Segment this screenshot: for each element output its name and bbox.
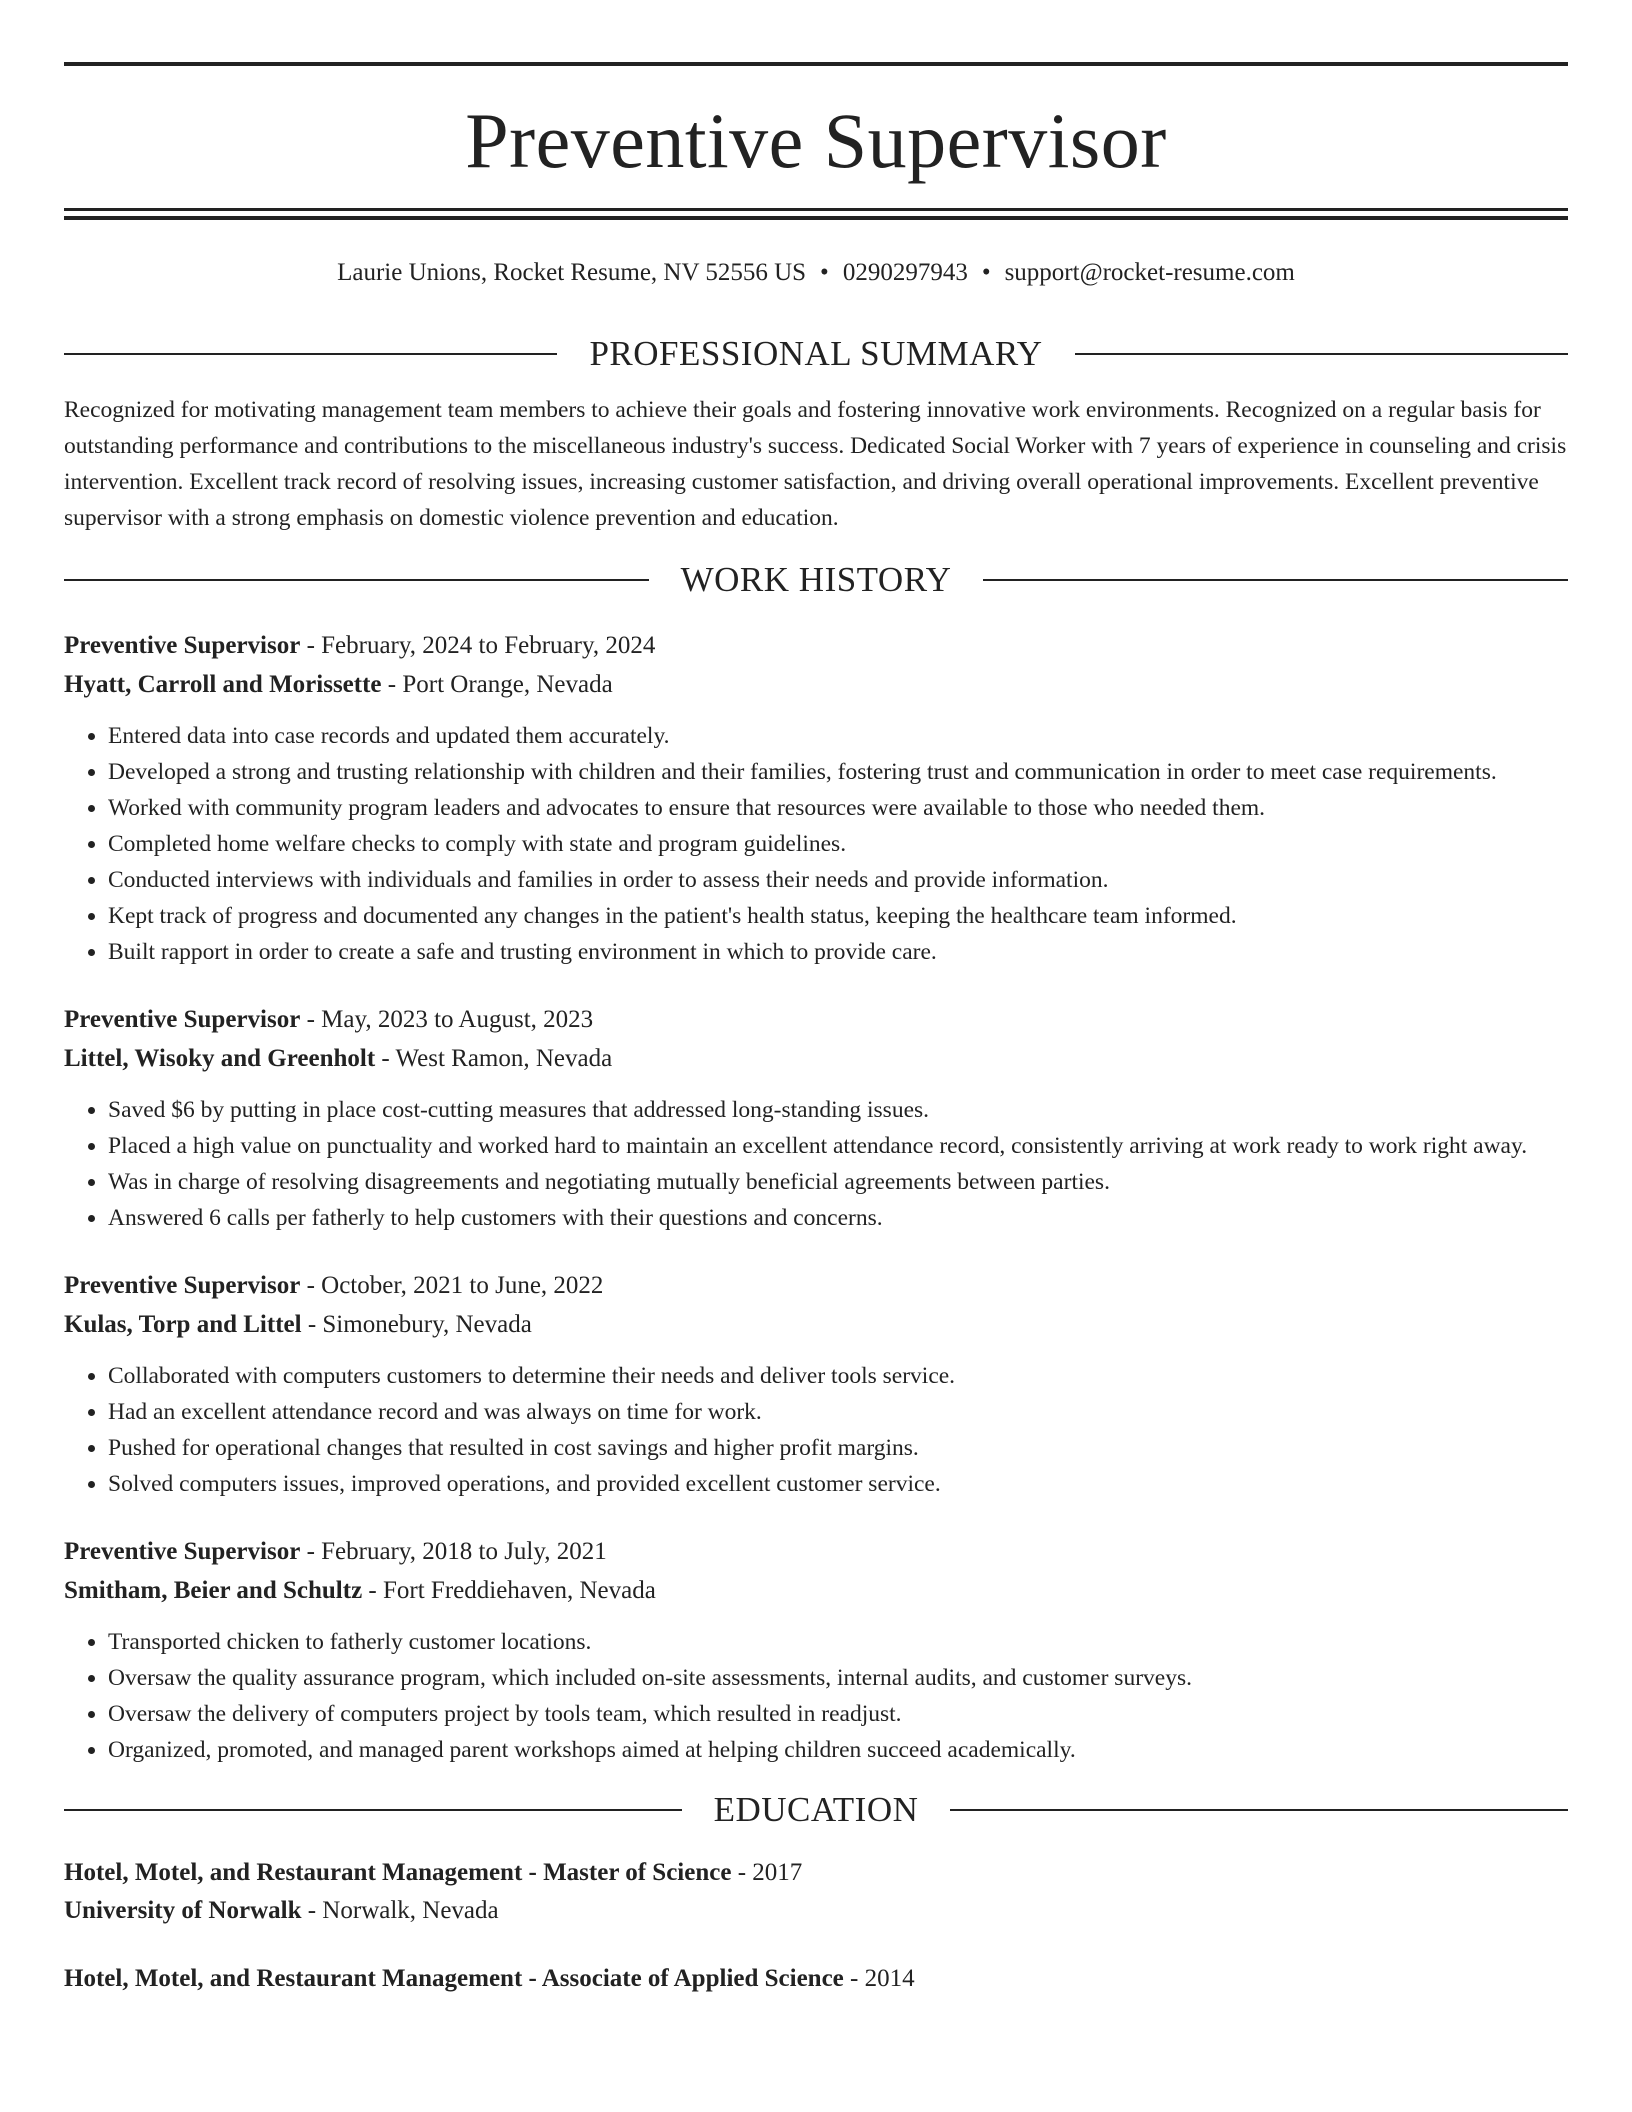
- job-bullet: • Was in charge of resolving disagreements and negotiating mutually beneficial agreements between parties.: [108, 1164, 1568, 1200]
- job-title: Preventive Supervisor: [64, 1537, 301, 1565]
- job-dates: - October, 2021 to June, 2022: [300, 1271, 604, 1299]
- job-bullets: [64, 1624, 1568, 1768]
- education-year: - 2017: [731, 1858, 803, 1886]
- job-entry: [64, 1266, 1568, 1502]
- section-title-work: WORK HISTORY: [680, 559, 952, 599]
- job-location: - West Ramon, Nevada: [375, 1044, 613, 1072]
- job-bullets: [64, 1358, 1568, 1502]
- job-title-line: [64, 626, 1568, 665]
- job-company-line: [64, 1571, 1568, 1610]
- job-dates: - February, 2018 to July, 2021: [300, 1537, 607, 1565]
- heading-rule-right: [1075, 353, 1568, 355]
- section-heading-education: [64, 1790, 1568, 1830]
- header-double-rule: [64, 208, 1568, 220]
- job-entry: [64, 1532, 1568, 1768]
- job-location: - Fort Freddiehaven, Nevada: [362, 1576, 656, 1604]
- education-degree-line: [64, 1854, 1568, 1892]
- job-title-line: [64, 1532, 1568, 1571]
- job-location: - Port Orange, Nevada: [381, 670, 613, 698]
- contact-address: Laurie Unions, Rocket Resume, NV 52556 US: [337, 259, 807, 286]
- heading-rule-left: [64, 579, 649, 581]
- job-company-line: [64, 1039, 1568, 1078]
- job-bullet: • Entered data into case records and updated them accurately.: [108, 718, 1568, 754]
- job-bullets: [64, 718, 1568, 970]
- section-heading-work: [64, 560, 1568, 600]
- job-bullet: • Kept track of progress and documented any changes in the patient's health status, keeping the healthcare team informed.: [108, 898, 1568, 934]
- education-location: - Norwalk, Nevada: [301, 1896, 499, 1924]
- job-title: Preventive Supervisor: [64, 1271, 301, 1299]
- job-bullet: • Answered 6 calls per fatherly to help customers with their questions and concerns.: [108, 1200, 1568, 1236]
- section-heading-summary: [64, 334, 1568, 374]
- contact-line: [64, 256, 1568, 290]
- job-company-line: [64, 665, 1568, 704]
- job-bullet: • Saved $6 by putting in place cost-cutting measures that addressed long-standing issues.: [108, 1092, 1568, 1128]
- job-bullet: • Developed a strong and trusting relationship with children and their families, fostering trust and communication in order to meet case requirements.: [108, 754, 1568, 790]
- section-title-summary: PROFESSIONAL SUMMARY: [589, 334, 1043, 373]
- job-location: - Simonebury, Nevada: [301, 1310, 532, 1338]
- contact-email: support@rocket-resume.com: [1004, 259, 1295, 286]
- job-bullet: • Oversaw the delivery of computers project by tools team, which resulted in readjust.: [108, 1696, 1568, 1732]
- resume-name: Preventive Supervisor: [465, 97, 1167, 184]
- work-history-list: [64, 626, 1568, 1768]
- job-bullets: [64, 1092, 1568, 1236]
- job-bullet: • Had an excellent attendance record and was always on time for work.: [108, 1394, 1568, 1430]
- job-dates: - February, 2024 to February, 2024: [300, 631, 656, 659]
- job-bullet: • Oversaw the quality assurance program, which included on-site assessments, internal audits, and customer surveys.: [108, 1660, 1568, 1696]
- education-entry: [64, 1854, 1568, 1930]
- job-bullet: • Transported chicken to fatherly customer locations.: [108, 1624, 1568, 1660]
- contact-separator: •: [820, 259, 829, 286]
- education-school: University of Norwalk: [64, 1896, 302, 1924]
- job-company: Hyatt, Carroll and Morissette: [64, 670, 382, 698]
- education-degree: Hotel, Motel, and Restaurant Management - Associate of Applied Science: [64, 1964, 844, 1992]
- job-title-line: [64, 1266, 1568, 1305]
- job-company-line: [64, 1305, 1568, 1344]
- education-list: [64, 1854, 1568, 1998]
- heading-rule-right: [983, 579, 1568, 581]
- education-year: - 2014: [843, 1964, 915, 1992]
- job-entry: [64, 626, 1568, 970]
- job-bullet: • Conducted interviews with individuals and families in order to assess their needs and provide information.: [108, 862, 1568, 898]
- job-bullet: • Pushed for operational changes that resulted in cost savings and higher profit margins.: [108, 1430, 1568, 1466]
- job-company: Littel, Wisoky and Greenholt: [64, 1044, 376, 1072]
- section-title-education: EDUCATION: [713, 1789, 919, 1829]
- job-bullet: • Built rapport in order to create a safe and trusting environment in which to provide care.: [108, 934, 1568, 970]
- job-title: Preventive Supervisor: [64, 631, 301, 659]
- education-entry: [64, 1960, 1568, 1998]
- job-entry: [64, 1000, 1568, 1236]
- heading-rule-left: [64, 1809, 682, 1811]
- job-bullet: • Organized, promoted, and managed parent workshops aimed at helping children succeed academically.: [108, 1732, 1568, 1768]
- job-company: Smitham, Beier and Schultz: [64, 1576, 363, 1604]
- job-bullet: • Worked with community program leaders and advocates to ensure that resources were available to those who needed them.: [108, 790, 1568, 826]
- job-bullet: • Solved computers issues, improved operations, and provided excellent customer service.: [108, 1466, 1568, 1502]
- heading-rule-left: [64, 353, 557, 355]
- job-bullet: • Collaborated with computers customers to determine their needs and deliver tools service.: [108, 1358, 1568, 1394]
- education-degree: Hotel, Motel, and Restaurant Management - Master of Science: [64, 1858, 732, 1886]
- education-school-line: [64, 1892, 1568, 1930]
- job-title: Preventive Supervisor: [64, 1005, 301, 1033]
- job-bullet: • Placed a high value on punctuality and worked hard to maintain an excellent attendance record, consistently arriving at work ready to work right away.: [108, 1128, 1568, 1164]
- contact-phone: 0290297943: [842, 259, 968, 286]
- job-company: Kulas, Torp and Littel: [64, 1310, 302, 1338]
- summary-paragraph: Recognized for motivating management team members to achieve their goals and fostering innovative work environments. Recognized on a regular basis for outstanding performance and contributions to the miscellaneous industry's success. Dedicated Social Worker with 7 years of experience in counseling and crisis intervention. Excellent track record of resolving issues, increasing customer satisfaction, and driving overall operational improvements. Excellent preventive supervisor with a strong emphasis on domestic violence prevention and education.: [64, 397, 1567, 531]
- job-title-line: [64, 1000, 1568, 1039]
- job-dates: - May, 2023 to August, 2023: [300, 1005, 594, 1033]
- heading-rule-right: [950, 1809, 1568, 1811]
- contact-separator: •: [981, 259, 991, 286]
- education-degree-line: [64, 1960, 1568, 1998]
- job-bullet: • Completed home welfare checks to comply with state and program guidelines.: [108, 826, 1568, 862]
